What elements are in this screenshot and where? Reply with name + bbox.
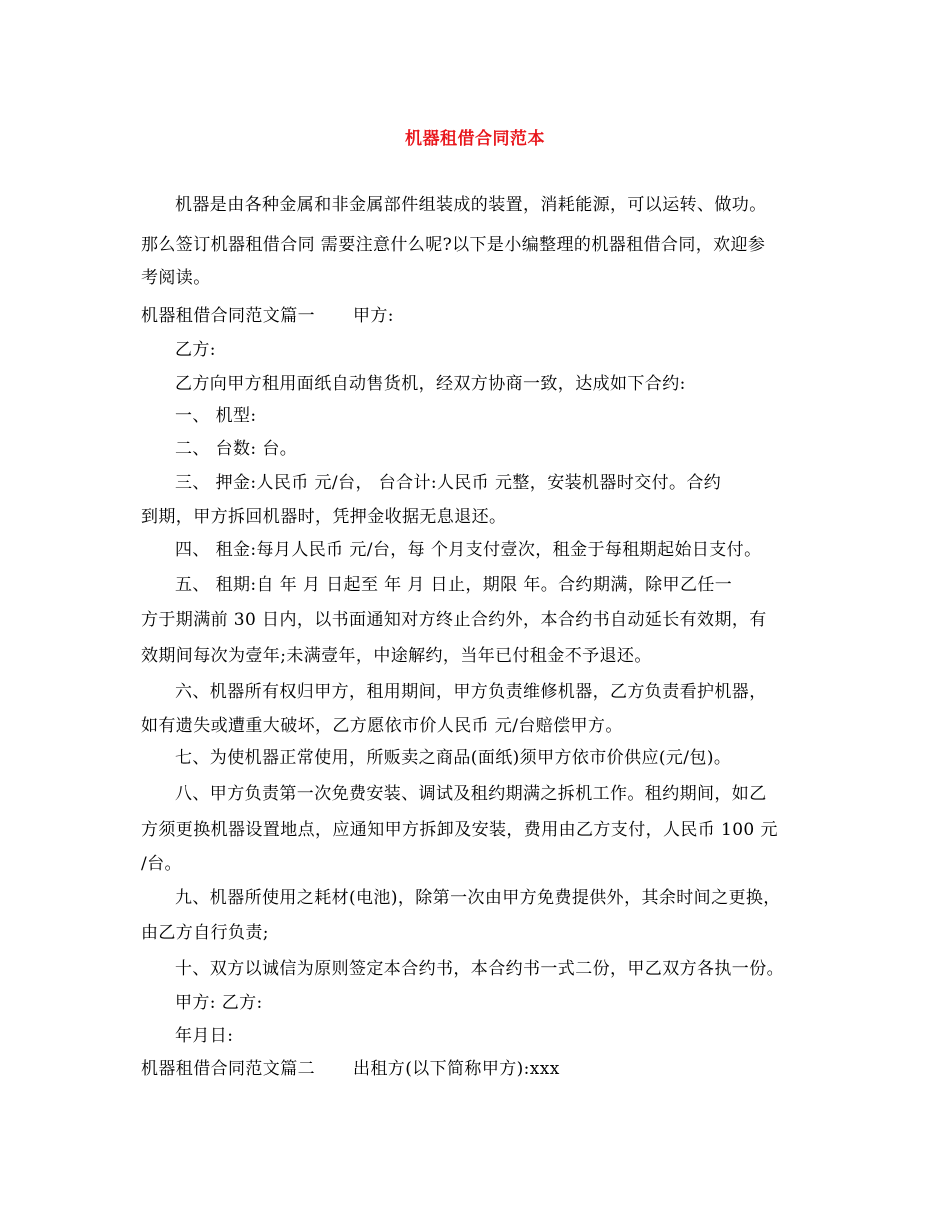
clause-line: 到期，甲方拆回机器时，凭押金收据无息退还。 (141, 507, 507, 527)
clause-line: 一、 机型: (175, 406, 257, 426)
section2-heading-row (141, 1057, 560, 1081)
document-title: 机器租借合同范本 (405, 129, 545, 149)
lessor-label: 出租方(以下简称甲方):xxx (353, 1059, 560, 1079)
section1-heading-row (141, 304, 394, 328)
section1-heading: 机器租借合同范文篇一 (141, 306, 315, 326)
intro-line-3: 考阅读。 (141, 268, 211, 288)
clause-line: 十、双方以诚信为原则签定本合约书，本合约书一式二份，甲乙双方各执一份。 (175, 959, 784, 979)
clause-line: 九、机器所使用之耗材(电池)，除第一次由甲方免费提供外，其余时间之更换， (175, 888, 781, 908)
clause-line: 七、为使机器正常使用，所贩卖之商品(面纸)须甲方依市价供应(元/包)。 (175, 748, 732, 768)
clause-line: 由乙方自行负责; (141, 923, 269, 943)
signature-line: 甲方: 乙方: (175, 993, 263, 1013)
clause-line: 六、机器所有权归甲方，租用期间，甲方负责维修机器，乙方负责看护机器， (175, 682, 767, 702)
clause-line: /台。 (141, 854, 182, 874)
clause-line: 如有遗失或遭重大破坏，乙方愿依市价人民币 元/台赔偿甲方。 (141, 716, 623, 736)
party-b-label: 乙方: (175, 340, 216, 360)
party-a-label: 甲方: (353, 306, 394, 326)
intro-line-1: 机器是由各种金属和非金属部件组装成的装置，消耗能源，可以运转、做功。 (175, 195, 767, 215)
clause-line: 八、甲方负责第一次免费安装、调试及租约期满之拆机工作。租约期间，如乙 (175, 784, 767, 804)
clause-line: 方于期满前 30 日内，以书面通知对方终止合约外，本合约书自动延长有效期，有 (141, 610, 767, 630)
clause-line: 二、 台数: 台。 (175, 439, 298, 459)
clause-line: 五、 租期:自 年 月 日起至 年 月 日止，期限 年。合约期满，除甲乙任一 (175, 575, 733, 595)
intro-line-2: 那么签订机器租借合同 需要注意什么呢?以下是小编整理的机器租借合同，欢迎参 (141, 235, 766, 255)
clause-line: 三、 押金:人民币 元/台， 台合计:人民币 元整，安装机器时交付。合约 (175, 473, 722, 493)
clause-line: 四、 租金:每月人民币 元/台，每 个月支付壹次，租金于每租期起始日支付。 (175, 540, 762, 560)
date-line: 年月日: (175, 1026, 234, 1046)
clause-line: 效期间每次为壹年;未满壹年，中途解约，当年已付租金不予退还。 (141, 646, 652, 666)
preamble: 乙方向甲方租用面纸自动售货机，经双方协商一致，达成如下合约: (175, 374, 686, 394)
clause-line: 方须更换机器设置地点，应通知甲方拆卸及安装，费用由乙方支付，人民币 100 元 (141, 820, 778, 840)
section2-heading: 机器租借合同范文篇二 (141, 1059, 315, 1079)
